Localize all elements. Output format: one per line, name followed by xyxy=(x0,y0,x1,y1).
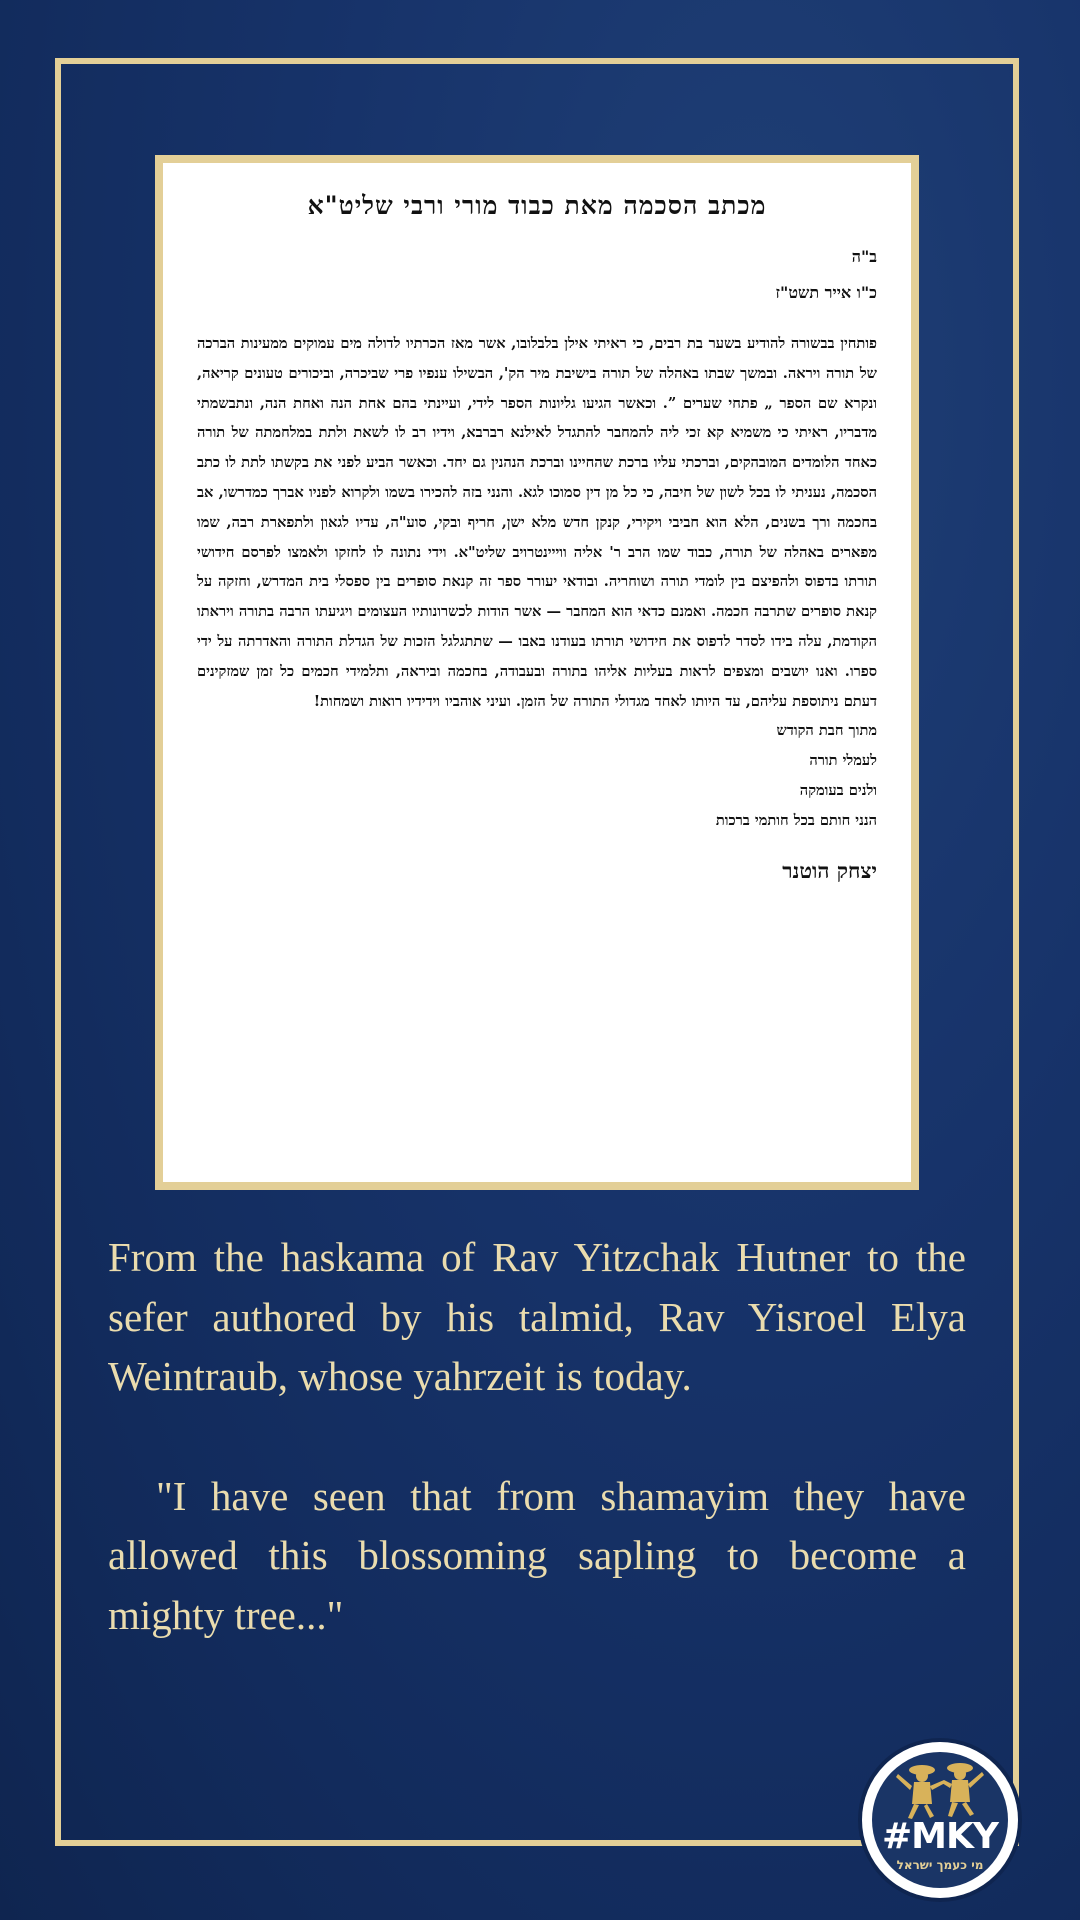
letter-bh: ב"ה xyxy=(851,247,877,266)
closing-line: מתוך חבת הקודש xyxy=(776,722,877,740)
letter-date: כ"ו אייר תשט"ז xyxy=(775,283,877,302)
logo-badge xyxy=(872,1752,1008,1888)
closing-line: ולנים בעומקה xyxy=(799,781,877,799)
letter-signature: יצחק הוטנר xyxy=(782,857,877,883)
letter-body xyxy=(197,329,877,716)
letter-closing xyxy=(197,716,877,835)
letter-image-frame xyxy=(155,155,919,1190)
closing-line: לעמלי תורה xyxy=(809,752,877,770)
mky-logo xyxy=(862,1742,1018,1898)
caption-paragraph: From the haskama of Rav Yitzchak Hutner to the sefer authored by his talmid, Rav Yisroel Elya Weintraub, whose yahrzeit is today. xyxy=(108,1234,966,1399)
closing-line: הנני חותם בכל חותמי ברכות xyxy=(715,811,877,829)
logo-text: #MKY xyxy=(882,1816,998,1857)
paragraph-spacer xyxy=(108,1407,966,1467)
letter-title: מכתב הסכמה מאת כבוד מורי ורבי שליט"א xyxy=(307,191,767,220)
letter-body-text: פותחין בבשורה להודיע בשער בת רבים, כי ראיתי אילן בלבלובו, אשר מאז הכרתיו לדולה מים עמוקים ממעינות הברכה של תורה ויראה. ובמשך שבתו באהלה של תורה בישיבת מיר הק', הבשילו ענפיו פרי שביכרה, וביכורים טעונים קריאה, ונקרא שם הספר „ פתחי שערים ”. וכאשר הגיעו גליונות הספר לידי, ועיינתי בהם אחת הנה ואחת הנה, ונתבשמתי מדבריו, ראיתי כי משמיא קא זכי ליה להמחבר להתגדל לאילנא רברבא, וידיו רב לו לשאת ולתת במלחמתה של תורה כאחד הלומדים המובהקים, וברכתי עליו ברכת שהחיינו וברכת הנהנין גם יחד. וכאשר הביע לפני את בקשתו לתת לו כתב הסכמה, נעניתי לו בכל לשון של חיבה, כי כל מן דין סמוכו לגא. והנני בזה להכירו בשמו ולקרוא לפניו אברך כמדרשו, אב בחכמה ורך בשנים, הלא הוא חביבי ויקירי, קנקן חדש מלא ישן, חריף ובקי, סוע"ה, עדיו לגאון ולתפארת רבה, שמו מפארים באהלה של תורה, כבוד שמו הרב ר' אליה ווייינטרויב שליט"א. וידי נתונה לו לחזקו ולאמצו לפרסם חידושי תורתו בדפוס ולהפיצם בין לומדי תורה ושוחריה. ובודאי יעורר ספר זה קנאת סופרים בין ספסלי בית המדרש, וחזקה על קנאת סופרים שתרבה חכמה. ואמנם כדאי הוא המחבר — אשר הודות לכשרונותיו העצומים ויגיעתו הרבה בתורה ויראתו הקודמת, עלה בידו לסדר לדפוס את חידושי תורתו בעודנו באבו — שתתגלגל הזכות של הגדלת התורה והאדרתה על ידי ספרו. ואנו יושבים ומצפים לראות בעליות אליהו בתורה ובעבודה, בחכמה וביראה, ותלמידי חכמים כל זמן שמזקינים דעתם ניתוספת עליהם, עד היותו לאחד מגדולי התורה של הזמן. ועיני אוהביו וידידיו רואות ושמחות! xyxy=(197,335,877,710)
caption xyxy=(108,1228,966,1645)
caption-quote: "I have seen that from shamayim they have allowed this blossoming sapling to become a mighty tree..." xyxy=(108,1472,966,1638)
haskama-letter xyxy=(163,163,911,1182)
logo-subtitle: מי כעמך ישראל xyxy=(896,1858,984,1872)
